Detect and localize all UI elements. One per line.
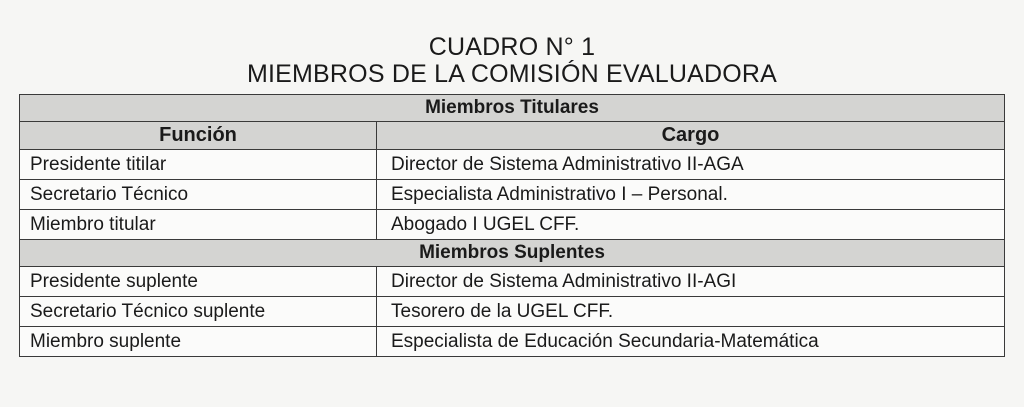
table-row xyxy=(20,150,1005,180)
document-subtitle: MIEMBROS DE LA COMISIÓN EVALUADORA xyxy=(246,60,778,88)
funcion-cell: Presidente titilar xyxy=(20,150,377,180)
cargo-cell: Especialista de Educación Secundaria-Matemática xyxy=(377,327,1005,357)
column-header-row xyxy=(20,122,1005,150)
section-title-suplentes: Miembros Suplentes xyxy=(20,240,1005,267)
cargo-cell: Tesorero de la UGEL CFF. xyxy=(377,297,1005,327)
funcion-cell: Miembro titular xyxy=(20,210,377,240)
table-row xyxy=(20,297,1005,327)
document-title: CUADRO N° 1 xyxy=(428,33,596,61)
funcion-cell: Secretario Técnico xyxy=(20,180,377,210)
funcion-cell: Presidente suplente xyxy=(20,267,377,297)
table-row xyxy=(20,327,1005,357)
cargo-cell: Director de Sistema Administrativo II-AGI xyxy=(377,267,1005,297)
funcion-cell: Miembro suplente xyxy=(20,327,377,357)
table-row xyxy=(20,267,1005,297)
table-row xyxy=(20,180,1005,210)
column-header-funcion: Función xyxy=(20,122,377,150)
column-header-cargo: Cargo xyxy=(377,122,1005,150)
cargo-cell: Abogado I UGEL CFF. xyxy=(377,210,1005,240)
section-header-row xyxy=(20,240,1005,267)
funcion-cell: Secretario Técnico suplente xyxy=(20,297,377,327)
members-table xyxy=(19,94,1005,357)
cargo-cell: Especialista Administrativo I – Personal. xyxy=(377,180,1005,210)
table-row xyxy=(20,210,1005,240)
cargo-cell: Director de Sistema Administrativo II-AGA xyxy=(377,150,1005,180)
section-title-titulares: Miembros Titulares xyxy=(20,95,1005,122)
section-header-row xyxy=(20,95,1005,122)
